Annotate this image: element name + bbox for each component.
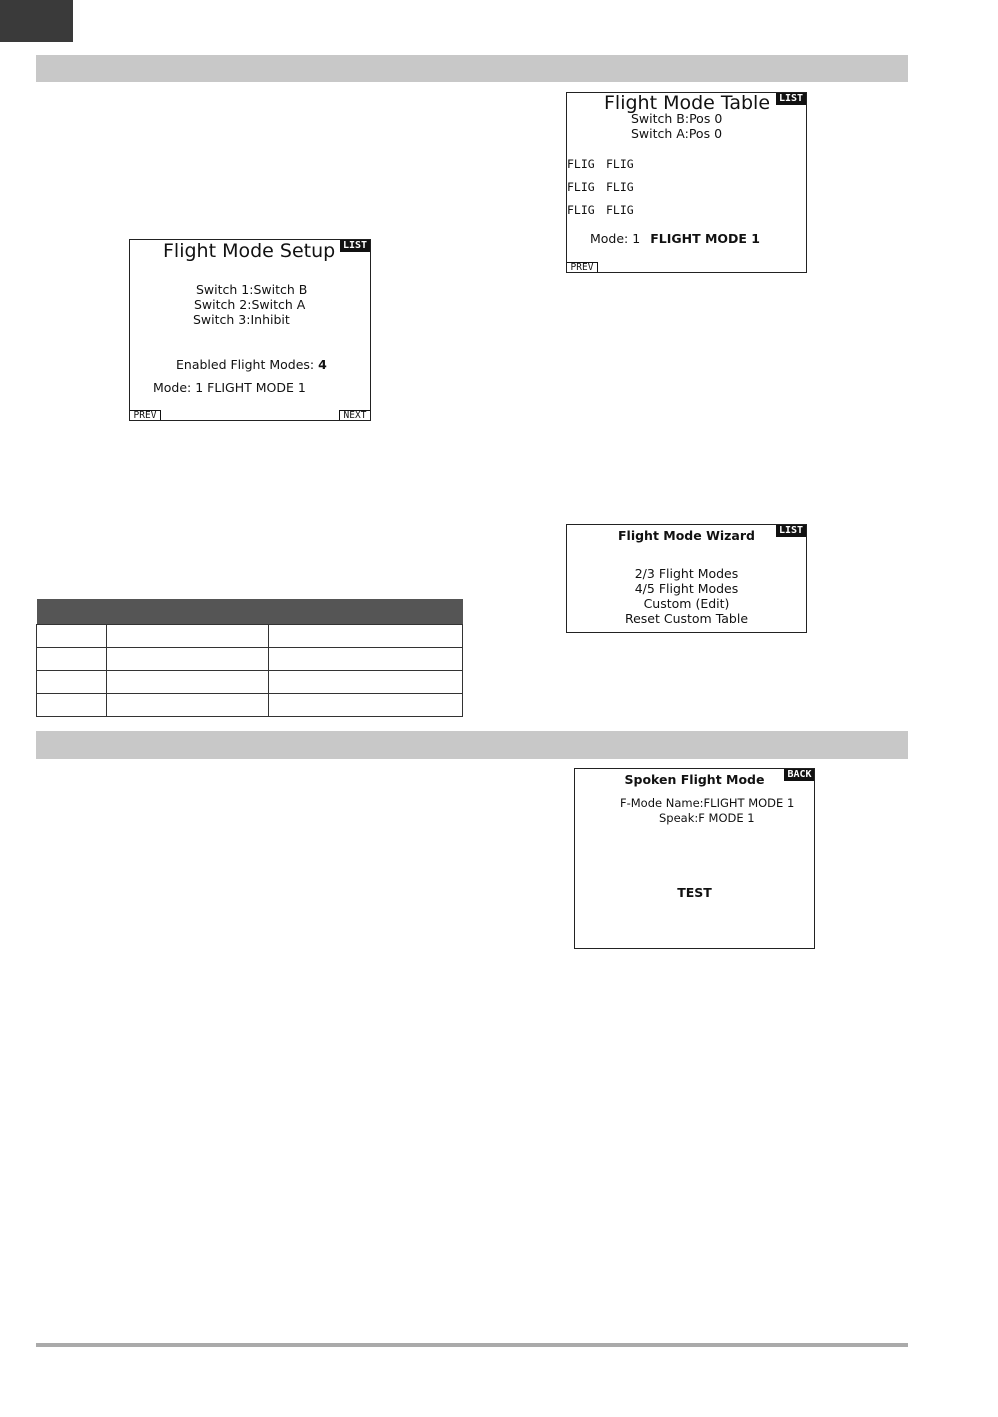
enabled-flight-modes-row[interactable] [176,358,327,372]
table-header-row [37,599,463,625]
section-header-bar-spoken-flight-mode [36,731,908,759]
table-row-3-col-1[interactable]: FLIG [567,203,595,217]
switch-3-assignment[interactable]: Switch 3:Inhibit [193,312,290,327]
prev-button[interactable]: PREV [566,262,598,273]
back-button[interactable]: BACK [784,769,815,781]
flight-mode-name-field[interactable]: F-Mode Name:FLIGHT MODE 1 [620,796,795,810]
table-cell [269,625,463,648]
wizard-option-4-5-flight-modes[interactable]: 4/5 Flight Modes [634,581,739,596]
flight-mode-setup-screen [129,239,371,421]
table-cell [269,694,463,717]
table-cell [269,671,463,694]
mode-selector[interactable] [590,232,760,246]
wizard-option-custom-edit[interactable]: Custom (Edit) [643,596,730,611]
section-header-bar-flight-mode [36,55,908,82]
mode-selector[interactable]: Mode: 1 FLIGHT MODE 1 [153,380,306,395]
table-row [37,648,463,671]
table-row-1-col-1[interactable]: FLIG [567,157,595,171]
table-cell [107,671,269,694]
flight-mode-wizard-screen [566,524,807,633]
next-button[interactable]: NEXT [339,410,371,421]
spoken-flight-mode-title: Spoken Flight Mode [624,772,765,787]
table-cell [107,694,269,717]
flight-mode-wizard-title: Flight Mode Wizard [618,528,755,543]
table-row-3-col-2[interactable]: FLIG [606,203,634,217]
speak-field[interactable]: Speak:F MODE 1 [659,811,755,825]
flight-mode-switch-table [36,599,463,717]
table-cell [269,648,463,671]
table-row [37,694,463,717]
wizard-option-reset-custom-table[interactable]: Reset Custom Table [624,611,749,626]
list-button[interactable]: LIST [340,240,370,252]
flight-mode-table-screen [566,92,807,273]
wizard-option-2-3-flight-modes[interactable]: 2/3 Flight Modes [634,566,739,581]
enabled-flight-modes-value: 4 [318,357,327,372]
switch-b-position: Switch B:Pos 0 [631,111,723,126]
page-corner-tab [0,0,73,42]
enabled-flight-modes-label: Enabled Flight Modes: [176,357,315,372]
table-cell [107,648,269,671]
table-cell [37,625,107,648]
table-row-2-col-2[interactable]: FLIG [606,180,634,194]
table-row [37,625,463,648]
switch-2-assignment[interactable]: Switch 2:Switch A [194,297,306,312]
table-header-cell [37,599,463,625]
switch-1-assignment[interactable]: Switch 1:Switch B [196,282,308,297]
flight-mode-table-title: Flight Mode Table [604,92,771,114]
spoken-flight-mode-screen [574,768,815,949]
table-row [37,671,463,694]
test-button[interactable]: TEST [677,885,712,900]
table-cell [107,625,269,648]
flight-mode-setup-title: Flight Mode Setup [163,240,336,262]
footer-divider [36,1343,908,1347]
table-row-2-col-1[interactable]: FLIG [567,180,595,194]
table-cell [37,671,107,694]
list-button[interactable]: LIST [776,525,806,537]
table-cell [37,694,107,717]
table-cell [37,648,107,671]
table-row-1-col-2[interactable]: FLIG [606,157,634,171]
switch-a-position: Switch A:Pos 0 [631,126,723,141]
prev-button[interactable]: PREV [129,410,161,421]
mode-value: FLIGHT MODE 1 [650,231,760,246]
list-button[interactable]: LIST [776,93,806,105]
mode-label: Mode: 1 [590,231,641,246]
